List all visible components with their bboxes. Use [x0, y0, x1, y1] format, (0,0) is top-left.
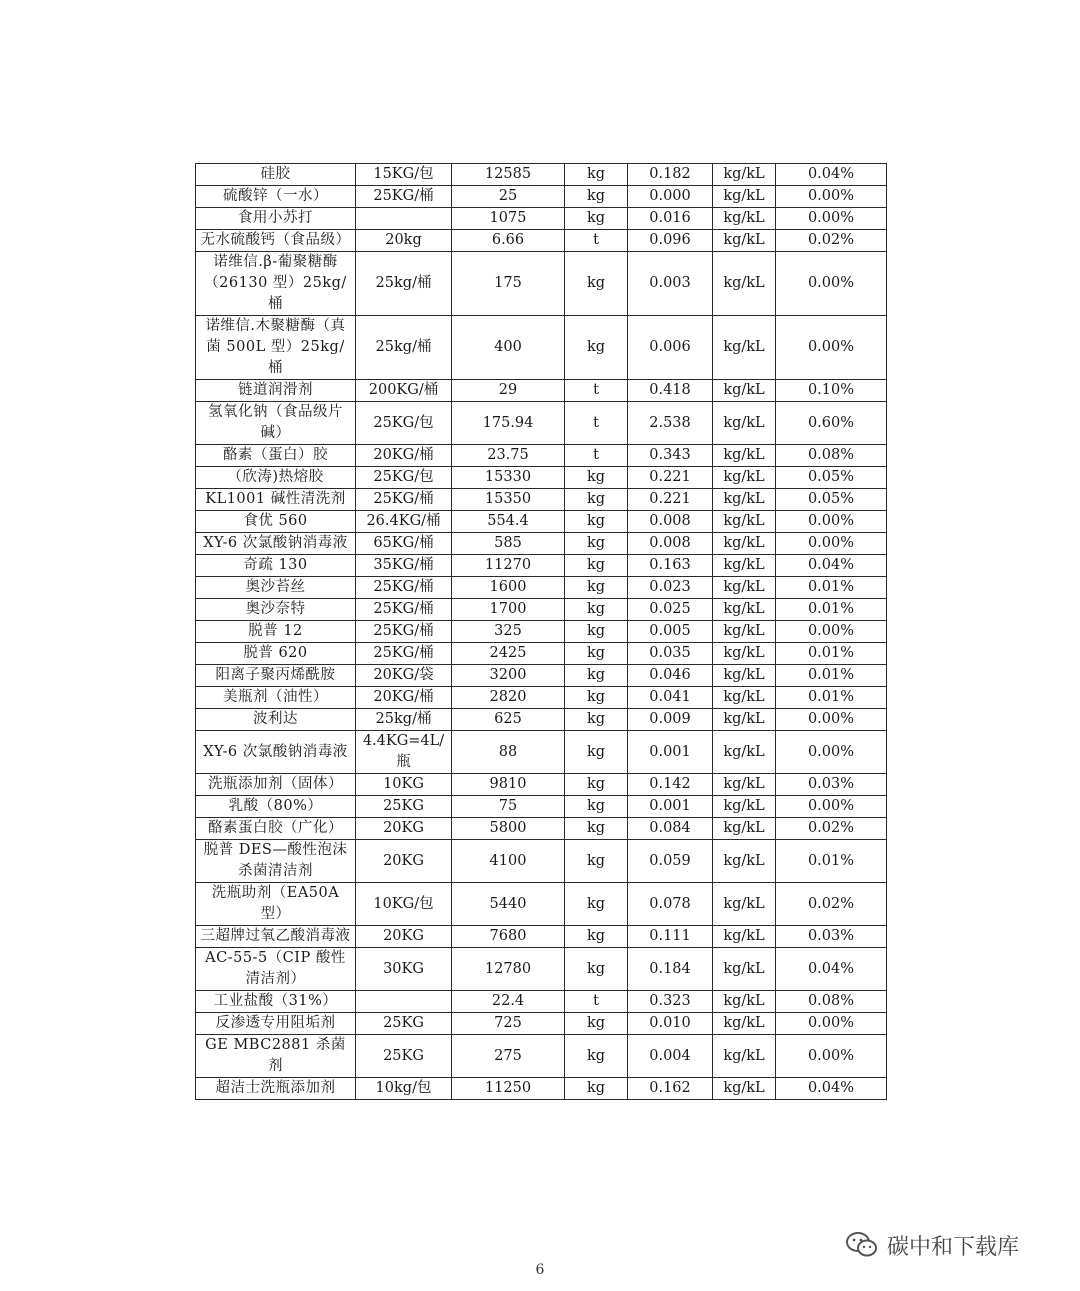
table-cell: t — [565, 445, 628, 467]
table-cell — [356, 991, 452, 1013]
table-cell: kg — [565, 316, 628, 380]
table-cell: 175.94 — [452, 402, 565, 445]
table-body — [196, 164, 887, 1100]
table-cell: kg/kL — [713, 599, 776, 621]
table-cell: 反渗透专用阻垢剂 — [196, 1013, 356, 1035]
table-cell: t — [565, 991, 628, 1013]
table-cell: kg/kL — [713, 489, 776, 511]
table-cell: 12780 — [452, 948, 565, 991]
table-cell: 0.00% — [776, 316, 887, 380]
table-cell: 0.00% — [776, 208, 887, 230]
table-cell: kg — [565, 555, 628, 577]
table-cell: （欣涛)热熔胶 — [196, 467, 356, 489]
table-cell: 0.221 — [628, 467, 713, 489]
table-cell: kg/kL — [713, 252, 776, 316]
table-cell: 88 — [452, 731, 565, 774]
table-cell: 20KG — [356, 926, 452, 948]
table-cell: kg/kL — [713, 555, 776, 577]
table-cell: 0.03% — [776, 774, 887, 796]
table-cell: 0.084 — [628, 818, 713, 840]
table-cell: kg/kL — [713, 164, 776, 186]
table-cell: 脱普 12 — [196, 621, 356, 643]
table-cell: 0.006 — [628, 316, 713, 380]
table-cell: 1600 — [452, 577, 565, 599]
table-cell: 10KG/包 — [356, 883, 452, 926]
table-cell: 10kg/包 — [356, 1078, 452, 1100]
table-cell: 0.01% — [776, 840, 887, 883]
table-cell: 4100 — [452, 840, 565, 883]
table-cell: 波利达 — [196, 709, 356, 731]
table-cell: 0.163 — [628, 555, 713, 577]
table-cell: 15KG/包 — [356, 164, 452, 186]
table-cell: 0.008 — [628, 511, 713, 533]
table-cell: kg — [565, 948, 628, 991]
table-cell: 20KG/桶 — [356, 445, 452, 467]
table-cell: 5440 — [452, 883, 565, 926]
table-cell: 25KG/桶 — [356, 643, 452, 665]
table-cell: 诺维信.β-葡聚糖酶（26130 型）25kg/桶 — [196, 252, 356, 316]
table-cell: kg — [565, 709, 628, 731]
table-cell: 0.01% — [776, 665, 887, 687]
table-cell: 0.221 — [628, 489, 713, 511]
table-cell: 0.00% — [776, 511, 887, 533]
table-cell: kg — [565, 533, 628, 555]
table-cell: 0.00% — [776, 1035, 887, 1078]
table-cell: 25KG/桶 — [356, 186, 452, 208]
watermark-text: 碳中和下载库 — [887, 1234, 1020, 1260]
table-cell: 20KG/桶 — [356, 687, 452, 709]
table-cell: 食优 560 — [196, 511, 356, 533]
table-cell: kg/kL — [713, 840, 776, 883]
table-cell: 硅胶 — [196, 164, 356, 186]
table-cell: 0.041 — [628, 687, 713, 709]
table-cell: 0.02% — [776, 883, 887, 926]
table-row — [196, 511, 887, 533]
table-row — [196, 687, 887, 709]
table-cell: 25KG — [356, 1035, 452, 1078]
table-cell: 0.078 — [628, 883, 713, 926]
watermark — [845, 1228, 1019, 1262]
table-cell: 0.05% — [776, 467, 887, 489]
table-row — [196, 577, 887, 599]
table-cell: 0.418 — [628, 380, 713, 402]
table-cell: 25 — [452, 186, 565, 208]
table-row — [196, 621, 887, 643]
table-row — [196, 380, 887, 402]
table-cell: 脱普 620 — [196, 643, 356, 665]
table-cell: kg/kL — [713, 621, 776, 643]
table-cell: 诺维信.木聚糖酶（真菌 500L 型）25kg/桶 — [196, 316, 356, 380]
table-cell: 0.003 — [628, 252, 713, 316]
table-cell: kg — [565, 687, 628, 709]
table-cell: kg/kL — [713, 186, 776, 208]
table-cell: t — [565, 402, 628, 445]
table-cell: GE MBC2881 杀菌剂 — [196, 1035, 356, 1078]
table-cell: 25KG — [356, 796, 452, 818]
table-cell: 乳酸（80%） — [196, 796, 356, 818]
table-row — [196, 818, 887, 840]
table-cell: XY-6 次氯酸钠消毒液 — [196, 731, 356, 774]
table-cell: 链道润滑剂 — [196, 380, 356, 402]
table-cell — [356, 208, 452, 230]
table-cell: 0.142 — [628, 774, 713, 796]
table-cell: 0.001 — [628, 731, 713, 774]
table-cell: KL1001 碱性清洗剂 — [196, 489, 356, 511]
table-cell: 0.04% — [776, 1078, 887, 1100]
table-cell: 275 — [452, 1035, 565, 1078]
table-cell: 0.096 — [628, 230, 713, 252]
table-row — [196, 796, 887, 818]
table-cell: 4.4KG=4L/瓶 — [356, 731, 452, 774]
table-cell: 0.182 — [628, 164, 713, 186]
table-cell: 0.02% — [776, 818, 887, 840]
table-cell: kg — [565, 883, 628, 926]
table-cell: kg — [565, 511, 628, 533]
table-cell: 0.01% — [776, 599, 887, 621]
table-cell: 25KG/包 — [356, 402, 452, 445]
table-cell: 0.035 — [628, 643, 713, 665]
table-cell: 0.00% — [776, 186, 887, 208]
table-cell: 0.01% — [776, 643, 887, 665]
table-cell: 0.000 — [628, 186, 713, 208]
table-cell: 0.10% — [776, 380, 887, 402]
table-row — [196, 926, 887, 948]
table-cell: kg/kL — [713, 687, 776, 709]
table-cell: kg/kL — [713, 883, 776, 926]
table-cell: 20KG — [356, 818, 452, 840]
table-cell: 5800 — [452, 818, 565, 840]
table-cell: kg/kL — [713, 818, 776, 840]
table-cell: 26.4KG/桶 — [356, 511, 452, 533]
table-cell: 洗瓶助剂（EA50A 型） — [196, 883, 356, 926]
table-cell: 200KG/桶 — [356, 380, 452, 402]
table-cell: 奇疏 130 — [196, 555, 356, 577]
table-row — [196, 643, 887, 665]
table-cell: 0.001 — [628, 796, 713, 818]
table-cell: 0.016 — [628, 208, 713, 230]
table-cell: 0.046 — [628, 665, 713, 687]
table-cell: 15350 — [452, 489, 565, 511]
table-cell: 超洁士洗瓶添加剂 — [196, 1078, 356, 1100]
table-cell: kg — [565, 731, 628, 774]
table-cell: 20kg — [356, 230, 452, 252]
table-row — [196, 555, 887, 577]
table-cell: 脱普 DES—酸性泡沫杀菌清洁剂 — [196, 840, 356, 883]
table-cell: 0.184 — [628, 948, 713, 991]
table-cell: kg — [565, 164, 628, 186]
table-cell: 25KG/桶 — [356, 599, 452, 621]
table-cell: 25KG/桶 — [356, 489, 452, 511]
table-cell: 0.01% — [776, 577, 887, 599]
table-cell: kg/kL — [713, 1078, 776, 1100]
table-cell: 25kg/桶 — [356, 316, 452, 380]
table-row — [196, 1013, 887, 1035]
table-row — [196, 467, 887, 489]
table-cell: AC-55-5（CIP 酸性清洁剂） — [196, 948, 356, 991]
table-row — [196, 316, 887, 380]
table-cell: 20KG — [356, 840, 452, 883]
table-cell: 25KG/桶 — [356, 577, 452, 599]
table-cell: 阳离子聚丙烯酰胺 — [196, 665, 356, 687]
table-row — [196, 731, 887, 774]
table-cell: 硫酸锌（一水） — [196, 186, 356, 208]
table-cell: kg/kL — [713, 991, 776, 1013]
table-row — [196, 599, 887, 621]
table-cell: 酪素蛋白胶（广化） — [196, 818, 356, 840]
table-cell: 75 — [452, 796, 565, 818]
table-cell: 0.023 — [628, 577, 713, 599]
table-cell: kg — [565, 1078, 628, 1100]
table-cell: 1700 — [452, 599, 565, 621]
table-cell: kg — [565, 252, 628, 316]
table-cell: 3200 — [452, 665, 565, 687]
table-cell: 29 — [452, 380, 565, 402]
table-row — [196, 840, 887, 883]
table-cell: 11270 — [452, 555, 565, 577]
table-cell: kg — [565, 1035, 628, 1078]
table-cell: kg — [565, 577, 628, 599]
table-cell: 25KG/包 — [356, 467, 452, 489]
table-cell: kg — [565, 186, 628, 208]
table-cell: 美瓶剂（油性） — [196, 687, 356, 709]
table-cell: kg/kL — [713, 402, 776, 445]
table-row — [196, 208, 887, 230]
table-cell: 0.323 — [628, 991, 713, 1013]
table-cell: 12585 — [452, 164, 565, 186]
table-cell: 11250 — [452, 1078, 565, 1100]
table-cell: kg/kL — [713, 380, 776, 402]
table-cell: 0.04% — [776, 948, 887, 991]
table-cell: kg/kL — [713, 533, 776, 555]
table-cell: kg — [565, 774, 628, 796]
table-cell: 65KG/桶 — [356, 533, 452, 555]
wechat-icon — [845, 1230, 879, 1260]
table-cell: kg/kL — [713, 316, 776, 380]
table-cell: 0.004 — [628, 1035, 713, 1078]
table-cell: 0.00% — [776, 621, 887, 643]
table-row — [196, 164, 887, 186]
table-cell: kg/kL — [713, 577, 776, 599]
table-cell: 0.05% — [776, 489, 887, 511]
table-cell: 0.03% — [776, 926, 887, 948]
table-cell: kg/kL — [713, 511, 776, 533]
table-cell: 0.111 — [628, 926, 713, 948]
table-cell: kg — [565, 208, 628, 230]
table-cell: 0.005 — [628, 621, 713, 643]
table-row — [196, 665, 887, 687]
page-number: 6 — [535, 1262, 545, 1278]
table-row — [196, 948, 887, 991]
table-row — [196, 1035, 887, 1078]
table-cell: 25KG — [356, 1013, 452, 1035]
table-cell: 三超牌过氧乙酸消毒液 — [196, 926, 356, 948]
table-cell: 585 — [452, 533, 565, 555]
table-cell: 0.010 — [628, 1013, 713, 1035]
table-cell: kg/kL — [713, 796, 776, 818]
table-cell: kg/kL — [713, 643, 776, 665]
table-cell: 35KG/桶 — [356, 555, 452, 577]
chemical-usage-table — [195, 163, 887, 1100]
table-cell: 175 — [452, 252, 565, 316]
table-cell: 氢氧化钠（食品级片碱） — [196, 402, 356, 445]
table-row — [196, 709, 887, 731]
table-cell: 0.162 — [628, 1078, 713, 1100]
table-cell: kg/kL — [713, 208, 776, 230]
table-cell: kg/kL — [713, 709, 776, 731]
table-cell: 0.08% — [776, 445, 887, 467]
table-cell: 30KG — [356, 948, 452, 991]
table-cell: 工业盐酸（31%） — [196, 991, 356, 1013]
table-cell: kg/kL — [713, 948, 776, 991]
table-cell: 0.00% — [776, 709, 887, 731]
table-cell: 6.66 — [452, 230, 565, 252]
table-cell: 0.60% — [776, 402, 887, 445]
table-row — [196, 1078, 887, 1100]
table-cell: 无水硫酸钙（食品级） — [196, 230, 356, 252]
table-cell: kg — [565, 1013, 628, 1035]
table-cell: 400 — [452, 316, 565, 380]
table-cell: kg — [565, 796, 628, 818]
table-cell: 20KG/袋 — [356, 665, 452, 687]
table-cell: 0.00% — [776, 796, 887, 818]
table-cell: kg — [565, 926, 628, 948]
table-cell: 0.008 — [628, 533, 713, 555]
table-cell: t — [565, 380, 628, 402]
table-cell: 2.538 — [628, 402, 713, 445]
table-cell: 0.343 — [628, 445, 713, 467]
table-row — [196, 774, 887, 796]
table-row — [196, 445, 887, 467]
table-cell: kg — [565, 489, 628, 511]
table-cell: kg/kL — [713, 731, 776, 774]
table-cell: kg/kL — [713, 926, 776, 948]
table-row — [196, 489, 887, 511]
table-row — [196, 252, 887, 316]
table-cell: kg/kL — [713, 445, 776, 467]
table-row — [196, 230, 887, 252]
table-row — [196, 402, 887, 445]
table-cell: 7680 — [452, 926, 565, 948]
table-cell: 23.75 — [452, 445, 565, 467]
table-cell: 2820 — [452, 687, 565, 709]
table-cell: 22.4 — [452, 991, 565, 1013]
table-cell: XY-6 次氯酸钠消毒液 — [196, 533, 356, 555]
table-cell: kg — [565, 665, 628, 687]
table-cell: kg — [565, 818, 628, 840]
table-cell: 554.4 — [452, 511, 565, 533]
table-cell: 25kg/桶 — [356, 252, 452, 316]
table-cell: t — [565, 230, 628, 252]
table-cell: kg/kL — [713, 467, 776, 489]
table-cell: 9810 — [452, 774, 565, 796]
table-row — [196, 186, 887, 208]
table-cell: kg/kL — [713, 665, 776, 687]
table-cell: 10KG — [356, 774, 452, 796]
table-cell: 0.01% — [776, 687, 887, 709]
table-cell: 奥沙苔丝 — [196, 577, 356, 599]
table-cell: kg/kL — [713, 1035, 776, 1078]
table-cell: kg — [565, 840, 628, 883]
table-cell: kg — [565, 467, 628, 489]
table-cell: 0.04% — [776, 164, 887, 186]
table-cell: kg/kL — [713, 1013, 776, 1035]
table-cell: kg/kL — [713, 774, 776, 796]
table-cell: 25KG/桶 — [356, 621, 452, 643]
table-cell: 325 — [452, 621, 565, 643]
table-cell: kg/kL — [713, 230, 776, 252]
table-cell: 0.00% — [776, 252, 887, 316]
table-cell: 725 — [452, 1013, 565, 1035]
table-cell: 0.009 — [628, 709, 713, 731]
table-cell: 洗瓶添加剂（固体） — [196, 774, 356, 796]
table-row — [196, 991, 887, 1013]
table-cell: 0.00% — [776, 1013, 887, 1035]
table-cell: 625 — [452, 709, 565, 731]
table-cell: 0.08% — [776, 991, 887, 1013]
table-cell: kg — [565, 621, 628, 643]
table-cell: 25kg/桶 — [356, 709, 452, 731]
table-row — [196, 883, 887, 926]
table-cell: kg — [565, 643, 628, 665]
table-cell: 0.04% — [776, 555, 887, 577]
table-cell: 0.00% — [776, 533, 887, 555]
table-cell: 15330 — [452, 467, 565, 489]
table-cell: 奥沙奈特 — [196, 599, 356, 621]
table-cell: 食用小苏打 — [196, 208, 356, 230]
table-cell: 酪素（蛋白）胶 — [196, 445, 356, 467]
table-cell: 2425 — [452, 643, 565, 665]
table-cell: kg — [565, 599, 628, 621]
table-cell: 0.00% — [776, 731, 887, 774]
table-cell: 1075 — [452, 208, 565, 230]
table-cell: 0.059 — [628, 840, 713, 883]
table-row — [196, 533, 887, 555]
table-cell: 0.025 — [628, 599, 713, 621]
table-cell: 0.02% — [776, 230, 887, 252]
